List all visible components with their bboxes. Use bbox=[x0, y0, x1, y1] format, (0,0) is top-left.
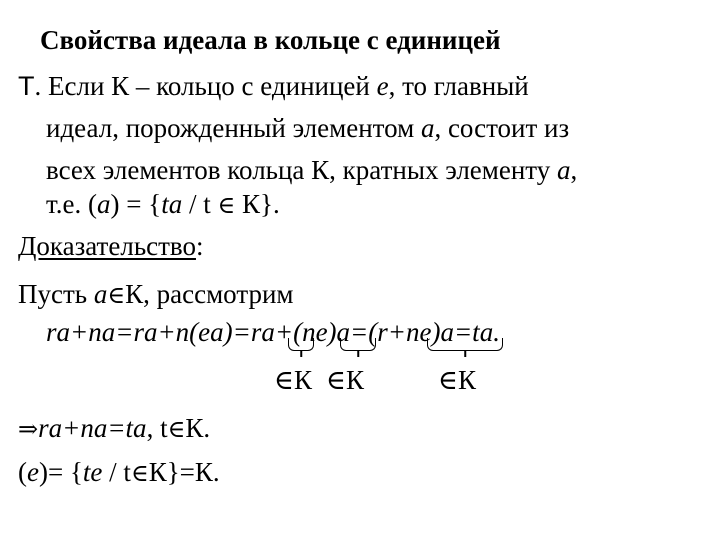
product-ta: ta bbox=[161, 189, 183, 219]
element-a: а bbox=[97, 189, 111, 219]
theorem-line-2 bbox=[46, 112, 569, 144]
under-label-2: ∈К bbox=[326, 365, 364, 395]
proof-heading-line bbox=[18, 230, 204, 262]
proof-text: К, рассмотрим bbox=[125, 279, 294, 309]
theorem-text: ) = { bbox=[110, 189, 162, 219]
theorem-label: Т bbox=[18, 71, 35, 101]
proof-text: Пусть bbox=[18, 279, 94, 309]
proof-text: / t bbox=[102, 457, 131, 487]
element-of-symbol: ∈ bbox=[130, 459, 149, 487]
theorem-text: К}. bbox=[235, 189, 280, 219]
theorem-text: т.е. ( bbox=[46, 189, 97, 219]
element-a: а bbox=[420, 113, 435, 143]
element-of-symbol: ∈ bbox=[167, 415, 186, 443]
conclusion-line-2 bbox=[18, 456, 220, 489]
slide-title: Свойства идеала в кольце с единицей bbox=[40, 25, 501, 55]
theorem-text: . Если К – кольцо с единицей bbox=[34, 71, 377, 101]
proof-text: ( bbox=[18, 457, 27, 487]
conclusion-equation: ra+na=ta bbox=[38, 413, 147, 443]
proof-heading: Доказательство bbox=[18, 231, 196, 261]
theorem-text: идеал, порожденный элементом bbox=[46, 113, 421, 143]
proof-let-line bbox=[18, 278, 293, 311]
proof-colon: : bbox=[195, 231, 204, 261]
underbrace-r-plus-ne bbox=[427, 338, 503, 351]
element-a: а bbox=[556, 155, 571, 185]
theorem-text: , bbox=[570, 155, 578, 185]
under-label-3: ∈К bbox=[438, 365, 476, 395]
underbrace-ea bbox=[288, 338, 314, 351]
theorem-line-1 bbox=[18, 70, 529, 102]
theorem-text: , то главный bbox=[388, 71, 529, 101]
conclusion-line-1 bbox=[18, 412, 210, 445]
theorem-text: / t bbox=[182, 189, 218, 219]
theorem-text: , состоит из bbox=[434, 113, 570, 143]
theorem-text: всех элементов кольца К, кратных элементу bbox=[46, 155, 557, 185]
unit-element: е bbox=[27, 457, 39, 487]
element-a: а bbox=[93, 279, 108, 309]
proof-equation: ra+na=ra+n(ea)=ra+(ne)a=(r+ne)a=ta. bbox=[46, 317, 500, 347]
element-of-symbol: ∈ bbox=[107, 281, 126, 309]
proof-text: )= { bbox=[38, 457, 83, 487]
theorem-line-4 bbox=[46, 188, 280, 221]
implies-symbol: ⇒ bbox=[18, 415, 39, 443]
product-te: te bbox=[82, 457, 103, 487]
theorem-line-3 bbox=[46, 154, 577, 186]
proof-text: , t bbox=[146, 413, 168, 443]
underbrace-ne bbox=[340, 338, 376, 351]
under-label-1: ∈К bbox=[274, 365, 312, 395]
element-of-symbol: ∈ bbox=[217, 191, 236, 219]
unit-element: е bbox=[376, 71, 389, 101]
proof-text: К}=К. bbox=[148, 457, 220, 487]
proof-text: К. bbox=[185, 413, 211, 443]
